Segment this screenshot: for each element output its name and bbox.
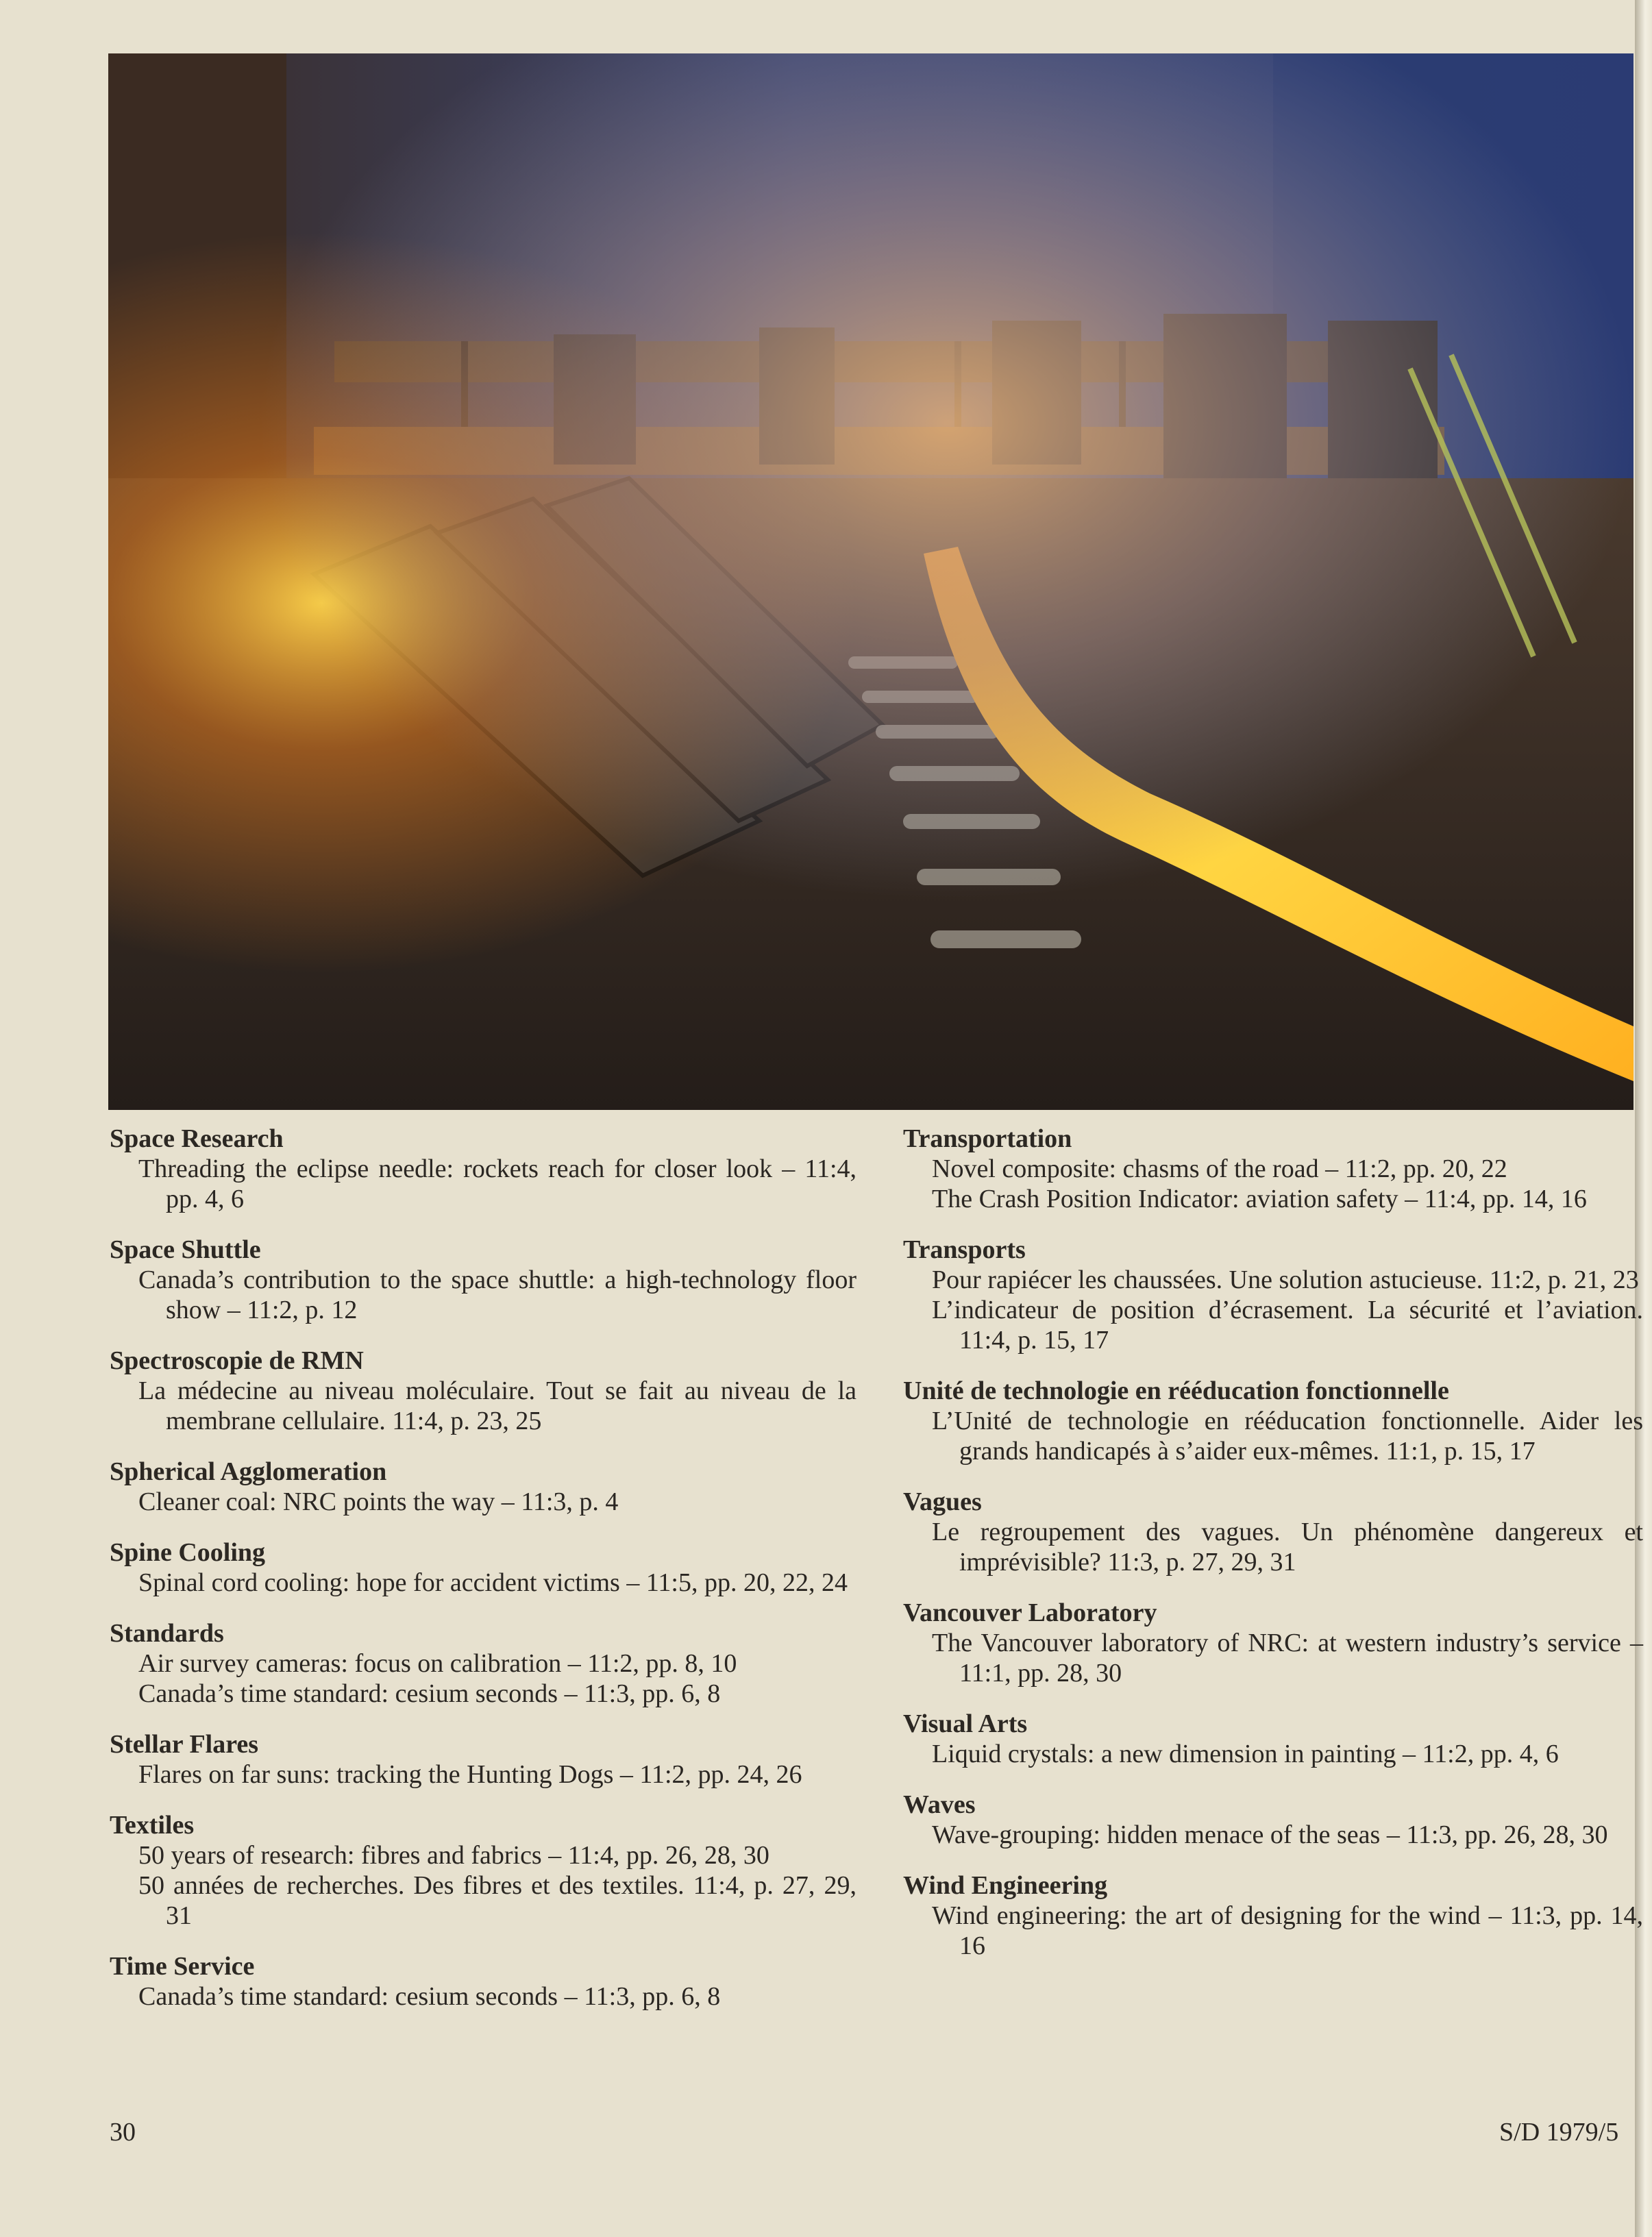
entry-item: Canada’s time standard: cesium seconds – 11:3, pp. 6, 8 — [138, 1982, 721, 2011]
index-entry — [110, 1457, 856, 1517]
entry-heading: Textiles — [110, 1811, 195, 1840]
entry-heading: Standards — [110, 1619, 224, 1648]
entry-heading: Spherical Agglomeration — [110, 1457, 387, 1486]
index-entry — [903, 1124, 1643, 1214]
page-number: 30 — [110, 2118, 136, 2147]
entry-item: Canada’s contribution to the space shuttle: a high-technology floor show – 11:2, p. 12 — [138, 1265, 856, 1324]
index-entry — [110, 1810, 856, 1931]
entry-item: Pour rapiécer les chaussées. Une solution astucieuse. 11:2, p. 21, 23 — [932, 1265, 1639, 1294]
entry-item: La médecine au niveau moléculaire. Tout se fait au niveau de la membrane cellulaire. 11:4, p. 23, 25 — [138, 1376, 856, 1435]
entry-heading: Time Service — [110, 1952, 255, 1981]
entry-item: 50 années de recherches. Des fibres et des textiles. 11:4, p. 27, 29, 31 — [138, 1871, 856, 1930]
entry-item: Wind engineering: the art of designing for the wind – 11:3, pp. 14, 16 — [932, 1901, 1643, 1960]
index-entry — [903, 1598, 1643, 1688]
entry-item: Liquid crystals: a new dimension in painting – 11:2, pp. 4, 6 — [932, 1740, 1559, 1768]
index-column-left — [110, 1124, 856, 2032]
entry-heading: Vancouver Laboratory — [903, 1598, 1157, 1627]
entry-item: Spinal cord cooling: hope for accident victims – 11:5, pp. 20, 22, 24 — [138, 1568, 848, 1597]
entry-item: Threading the eclipse needle: rockets reach for closer look – 11:4, pp. 4, 6 — [138, 1154, 856, 1213]
entry-item: Cleaner coal: NRC points the way – 11:3, p. 4 — [138, 1487, 619, 1516]
issue-label: S/D 1979/5 — [1499, 2118, 1619, 2147]
entry-heading: Space Shuttle — [110, 1235, 261, 1264]
index-entry — [110, 1346, 856, 1436]
entry-item: L’Unité de technologie en rééducation fonctionnelle. Aider les grands handicapés à s’aider eux-mêmes. 11:1, p. 15, 17 — [932, 1407, 1643, 1466]
index-entry — [110, 1235, 856, 1325]
index-entry — [110, 1124, 856, 1214]
steel-mill-illustration — [108, 53, 1633, 1110]
index-entry — [903, 1790, 1643, 1850]
entry-heading: Spectroscopie de RMN — [110, 1346, 364, 1375]
entry-heading: Visual Arts — [903, 1709, 1028, 1738]
entry-heading: Spine Cooling — [110, 1538, 266, 1567]
index-entry — [903, 1376, 1643, 1466]
entry-item: Le regroupement des vagues. Un phénomène dangereux et imprévisible? 11:3, p. 27, 29, 31 — [932, 1518, 1643, 1577]
entry-item: L’indicateur de position d’écrasement. La sécurité et l’aviation. 11:4, p. 15, 17 — [932, 1296, 1643, 1355]
entry-item: 50 years of research: fibres and fabrics – 11:4, pp. 26, 28, 30 — [138, 1841, 769, 1870]
index-entry — [110, 1537, 856, 1598]
steel-mill-photo — [108, 53, 1633, 1110]
entry-heading: Wind Engineering — [903, 1871, 1108, 1900]
entry-heading: Vagues — [903, 1487, 982, 1516]
entry-item: The Vancouver laboratory of NRC: at western industry’s service – 11:1, pp. 28, 30 — [932, 1629, 1643, 1688]
index-entry — [110, 1729, 856, 1790]
index-entry — [903, 1870, 1643, 1961]
index-entry — [903, 1487, 1643, 1577]
entry-heading: Unité de technologie en rééducation fonctionnelle — [903, 1376, 1449, 1405]
index-entry — [110, 1951, 856, 2012]
entry-heading: Transports — [903, 1235, 1026, 1264]
index-column-right — [903, 1124, 1643, 1981]
entry-item: Flares on far suns: tracking the Hunting Dogs – 11:2, pp. 24, 26 — [138, 1760, 802, 1789]
entry-heading: Stellar Flares — [110, 1730, 259, 1759]
entry-heading: Transportation — [903, 1124, 1072, 1153]
entry-item: Wave-grouping: hidden menace of the seas – 11:3, pp. 26, 28, 30 — [932, 1820, 1608, 1849]
entry-heading: Space Research — [110, 1124, 284, 1153]
entry-item: Air survey cameras: focus on calibration – 11:2, pp. 8, 10 — [138, 1649, 737, 1678]
entry-item: The Crash Position Indicator: aviation safety – 11:4, pp. 14, 16 — [932, 1185, 1587, 1213]
entry-item: Novel composite: chasms of the road – 11:2, pp. 20, 22 — [932, 1154, 1507, 1183]
entry-item: Canada’s time standard: cesium seconds – 11:3, pp. 6, 8 — [138, 1679, 721, 1708]
entry-heading: Waves — [903, 1790, 976, 1819]
index-entry — [903, 1235, 1643, 1355]
index-entry — [903, 1709, 1643, 1769]
index-entry — [110, 1618, 856, 1709]
